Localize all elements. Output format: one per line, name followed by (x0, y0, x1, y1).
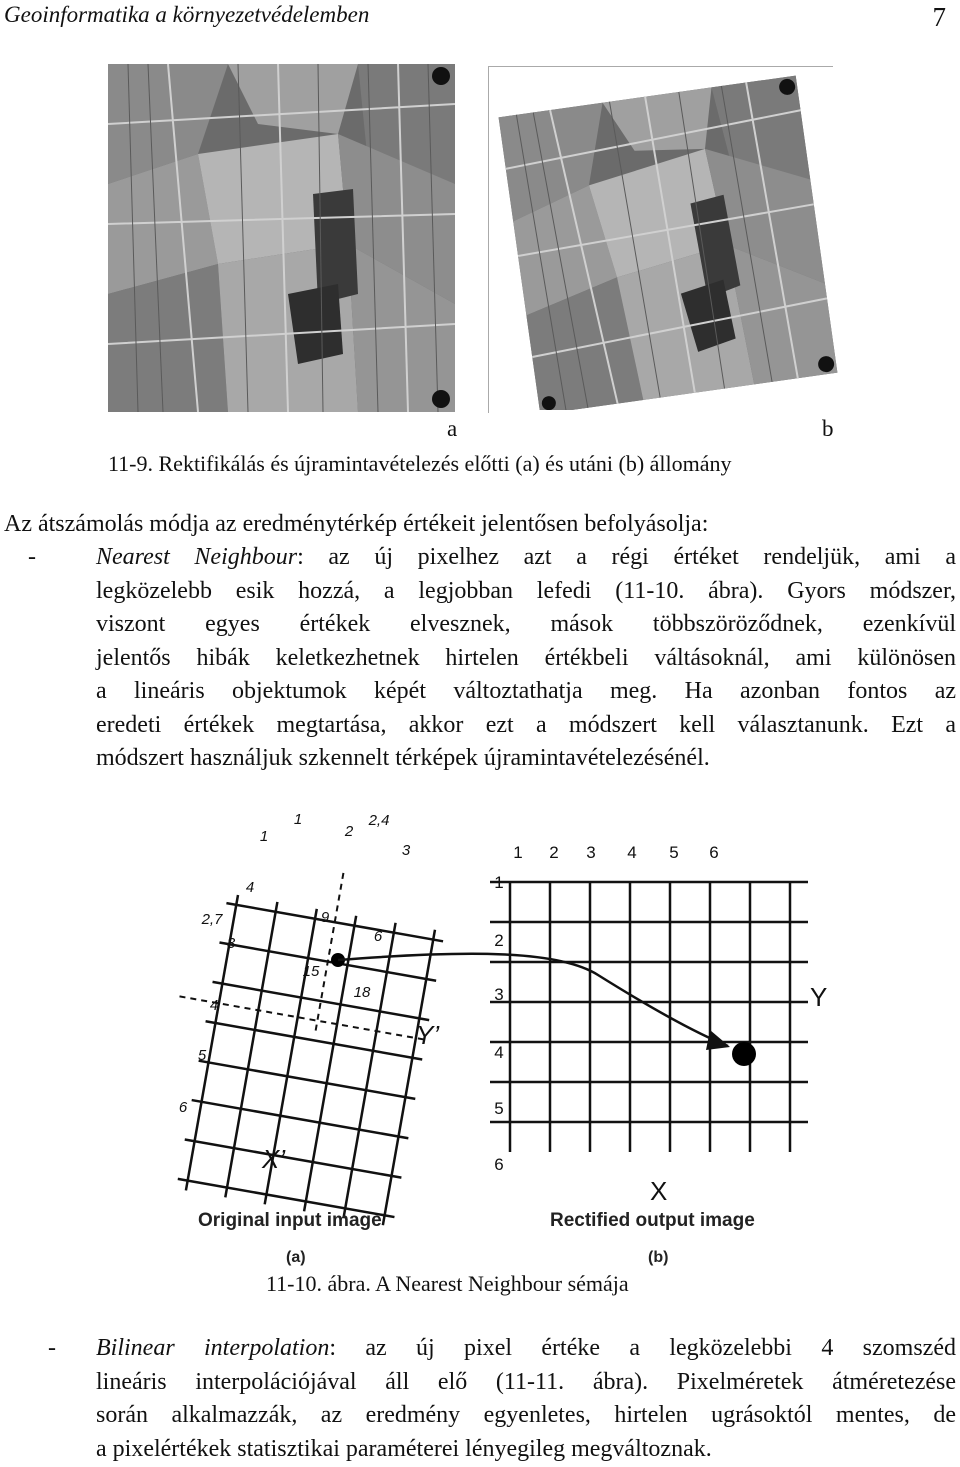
input-row-5: 5 (197, 1047, 207, 1064)
paragraph-line: legközelebb esik hozzá, a legjobban lefedi (11-10. ábra). Gyors módszer, (96, 577, 956, 604)
rect-row-4: 4 (494, 1043, 504, 1062)
arrowhead (706, 1030, 730, 1050)
figure-label-a: a (447, 416, 458, 441)
line-text: : az új pixelhez azt a régi értéket rendeljük, ami a (297, 544, 957, 570)
rect-row-5: 5 (494, 1099, 504, 1118)
aerial-photo-a (108, 64, 455, 412)
paragraph-line: során alkalmazzák, az eredmény egyenletes, hirtelen ugrásoktól mentes, de (96, 1402, 956, 1428)
input-grid (168, 849, 452, 1227)
axis-x: X (650, 1176, 668, 1206)
running-header-title: Geoinformatika a környezetvédelemben (4, 2, 370, 27)
input-inner-6: 6 (373, 928, 383, 945)
rectified-output-title: Rectified output image (550, 1210, 755, 1231)
paragraph-line: eredeti értékek megtartása, akkor ezt a módszert kell választanunk. Ezt a (96, 711, 956, 738)
paragraph-line: viszont egyes értékek elvesznek, mások többszöröződnek, ezenkívül (96, 611, 956, 637)
output-pixel-dot (732, 1042, 756, 1066)
input-row-label-1: 4 (245, 879, 255, 896)
axis-y-prime: Y’ (416, 1020, 440, 1050)
paragraph-line: lineáris interpolációjával áll elő (11-11. ábra). Pixelméretek átméretezése (96, 1368, 956, 1395)
input-col-1b: 1 (293, 811, 303, 828)
rect-row-1: 1 (494, 873, 504, 892)
axis-y: Y (810, 982, 828, 1012)
sublabel-b: (b) (648, 1249, 669, 1266)
input-col-1: 1 (259, 828, 269, 845)
rect-col-4: 4 (627, 843, 637, 862)
paragraph-line (96, 541, 956, 575)
input-row-3: 3 (226, 935, 236, 952)
rect-col-3: 3 (586, 843, 596, 862)
page-number: 7 (932, 2, 946, 32)
input-col-24: 2,4 (368, 812, 390, 829)
sublabel-a: (a) (286, 1249, 306, 1266)
nearest-neighbour-diagram (168, 800, 868, 1270)
input-inner-9: 9 (320, 909, 330, 926)
rect-row-2: 2 (494, 931, 504, 950)
paragraph-line: a pixelértékek statisztikai paraméterei lényegileg megváltoznak. (96, 1435, 712, 1462)
input-col-2: 2 (344, 823, 354, 840)
rectified-grid (490, 882, 808, 1152)
figure-caption-11-9: 11-9. Rektifikálás és újramintavételezés előtti (a) és utáni (b) állomány (108, 451, 732, 476)
paragraph-line: módszert használjuk szkennelt térképek újramintavételezésénél. (96, 745, 710, 771)
paragraph-line: a lineáris objektumok képét változtathatja meg. Ha azonban fontos az (96, 678, 956, 704)
term-nearest-neighbour: Nearest Neighbour (96, 544, 298, 570)
rect-row-3: 3 (494, 985, 504, 1004)
rect-col-2: 2 (549, 843, 559, 862)
rect-row-6: 6 (494, 1155, 504, 1174)
list-item-bilinear (96, 1332, 956, 1466)
rect-col-5: 5 (669, 843, 679, 862)
line-text: : az új pixel értéke a legközelebbi 4 szomszéd (329, 1335, 956, 1361)
input-inner-18: 18 (353, 984, 371, 1001)
input-row-6: 6 (178, 1099, 188, 1116)
list-dash-2: - (48, 1335, 56, 1361)
paragraph-line (96, 1332, 956, 1366)
term-bilinear-interpolation: Bilinear interpolation (96, 1335, 330, 1361)
rect-col-1: 1 (513, 843, 523, 862)
figure-caption-11-10: 11-10. ábra. A Nearest Neighbour sémája (266, 1271, 629, 1296)
input-col-3: 3 (401, 842, 411, 859)
axis-x-prime: X’ (262, 1144, 286, 1174)
paragraph-line: jelentős hibák keletkezhetnek hirtelen értékbeli váltásoknál, ami különösen (96, 644, 956, 671)
intro-sentence: Az átszámolás módja az eredménytérkép értékeit jelentősen befolyásolja: (4, 511, 709, 537)
aerial-photo-b (498, 70, 838, 410)
rect-col-6: 6 (709, 843, 719, 862)
original-input-title: Original input image (198, 1210, 382, 1231)
input-row-4: 4 (209, 997, 219, 1014)
list-item-nearest-neighbour (96, 541, 956, 776)
figure-label-b: b (822, 416, 834, 441)
input-row-27: 2,7 (201, 911, 223, 928)
diagram-svg (168, 800, 868, 1270)
list-dash-1: - (28, 544, 36, 570)
input-inner-15: 15 (302, 963, 320, 980)
